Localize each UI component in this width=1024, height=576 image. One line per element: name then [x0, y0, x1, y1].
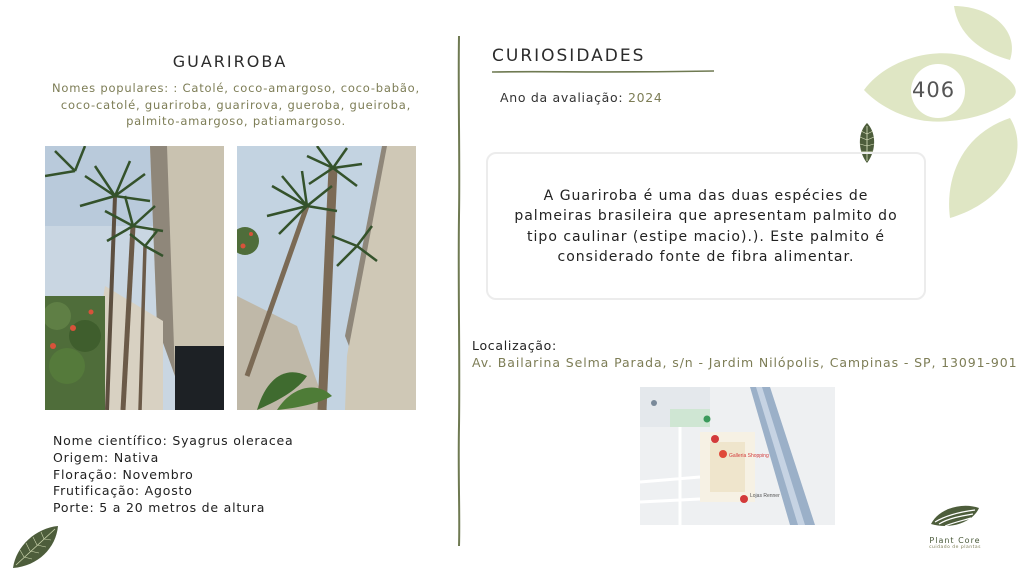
plant-photo [45, 146, 224, 410]
column-divider [455, 36, 463, 546]
plant-facts [53, 433, 293, 517]
evaluation-year [500, 90, 663, 105]
origin: Origem: Nativa [53, 449, 160, 465]
plant-photo [237, 146, 416, 410]
plant-title: GUARIROBA [172, 52, 288, 71]
fruiting: Frutificação: Agosto [53, 483, 193, 499]
brand-leaf-icon [929, 502, 981, 530]
title-underline [492, 68, 714, 76]
map-label-store: Lojas Renner [750, 493, 780, 499]
location-address: Av. Bailarina Selma Parada, s/n - Jardim Nilópolis, Campinas - SP, 13091-901 [472, 355, 1018, 370]
brand-tagline: cuidado de plantas [929, 545, 981, 550]
location-map[interactable] [640, 387, 835, 525]
location-label: Localização: [472, 338, 557, 353]
year-value: 2024 [627, 90, 663, 105]
size: Porte: 5 a 20 metros de altura [53, 500, 266, 516]
flowering: Floração: Novembro [53, 466, 194, 482]
map-label-mall: Galleria Shopping [729, 453, 769, 459]
brand-logo [920, 502, 990, 550]
popular-names: Nomes populares: : Catolé, coco-amargoso, coco-babão, coco-catolé, guariroba, guarirova, gueroba, gueiroba, palmito-amargoso, patiamargoso. [52, 81, 420, 128]
curiosity-text: A Guariroba é uma das duas espécies de palmeiras brasileira que apresentam palmito do tipo caulinar (estipe macio).). Este palmito é considerado fonte de fibra alimentar. [514, 188, 898, 265]
leaf-icon [10, 522, 62, 572]
tree-number: 406 [912, 78, 956, 102]
section-title: CURIOSIDADES [492, 46, 646, 66]
curiosity-card [486, 152, 926, 300]
brand-name: Plant Core [929, 536, 981, 545]
year-label: Ano da avaliação: [500, 90, 624, 105]
scientific-name: Nome científico: Syagrus oleracea [53, 433, 294, 448]
